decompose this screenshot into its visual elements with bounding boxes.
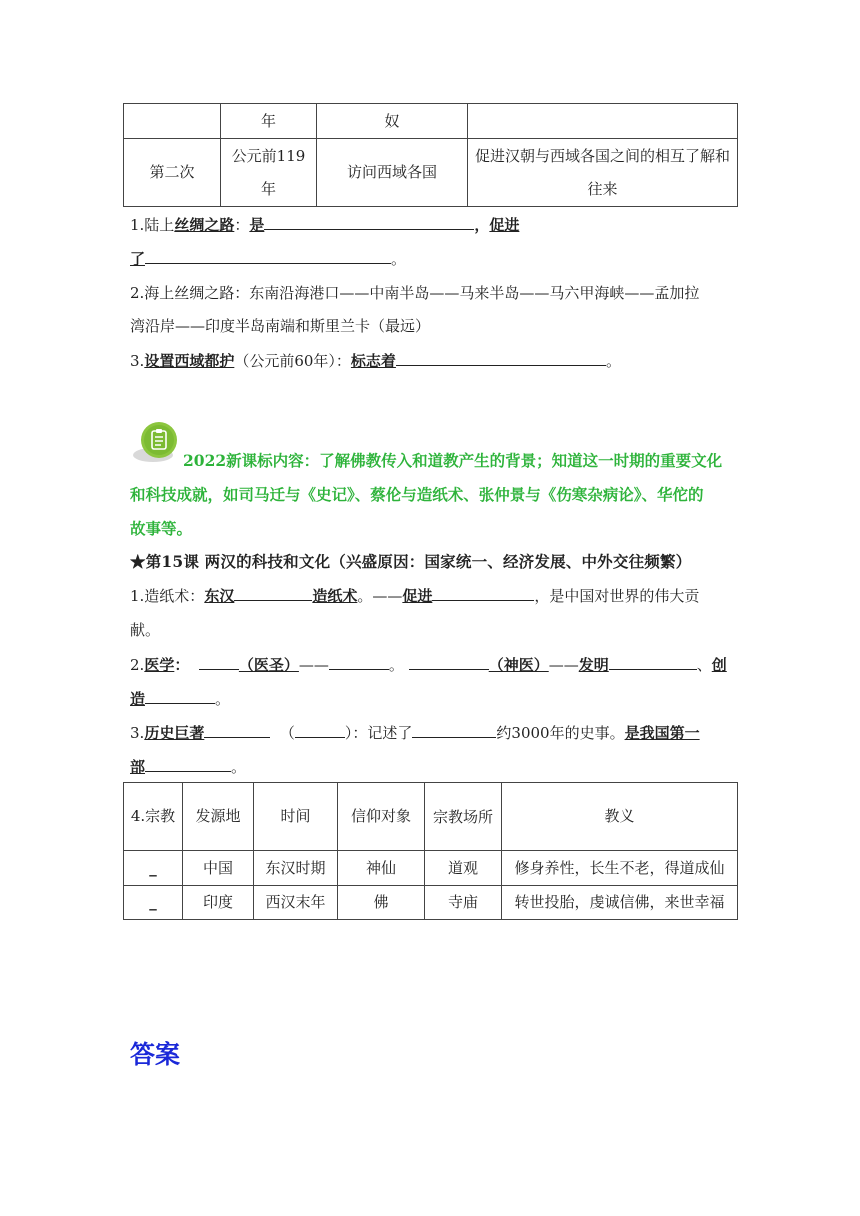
text: 。 [231, 758, 247, 776]
table-cell [124, 104, 221, 139]
term: 部 [130, 758, 146, 776]
table-cell: 第二次 [124, 139, 221, 207]
sea-silk-road-line: 2.海上丝绸之路：东南沿海港口——中南半岛——马来半岛——马六甲海峡——孟加拉 [130, 284, 700, 302]
text: 2. [130, 656, 145, 674]
papermaking-line-2: 献。 [130, 621, 161, 639]
clipboard-icon [131, 420, 179, 464]
table-row [124, 851, 738, 886]
answer-blank [295, 721, 345, 738]
standard-line-2: 和科技成就，如司马迁与《史记》、蔡伦与造纸术、张仲景与《伤寒杂病论》、华佗的 [130, 485, 704, 504]
table-cell: 道观 [425, 851, 502, 886]
answer-blank [396, 349, 606, 366]
term: （神医） [488, 656, 549, 674]
table-cell: 印度 [183, 886, 254, 920]
table-header: 教义 [502, 783, 738, 851]
term: 促进 [402, 587, 433, 605]
table-cell: 寺庙 [425, 886, 502, 920]
text: ： [234, 216, 250, 234]
sea-silk-road-line-2: 湾沿岸——印度半岛南端和斯里兰卡（最远） [130, 317, 431, 335]
western-regions-line [130, 349, 621, 373]
text: 。 [388, 656, 404, 674]
table-cell: 奴 [317, 104, 468, 139]
top-table [123, 103, 738, 207]
text: 。 [391, 250, 407, 268]
table-cell [468, 104, 738, 139]
term: 创 [711, 656, 727, 674]
text: 约3000年的史事。 [496, 724, 625, 742]
term: 东汉 [204, 587, 235, 605]
land-silk-road-line [130, 213, 519, 237]
term: 历史巨著 [144, 724, 205, 742]
text: ： [174, 656, 190, 674]
text: ）：记述了 [344, 724, 413, 742]
table-header: 4.宗教 [124, 783, 183, 851]
standard-line-3: 故事等。 [130, 519, 193, 538]
table-cell: 神仙 [338, 851, 425, 886]
answer-blank [432, 584, 534, 601]
text: 1.造纸术： [130, 587, 205, 605]
term: 是 [249, 216, 265, 234]
table-cell: _ [124, 851, 183, 886]
answer-blank [234, 584, 312, 601]
table-cell: 促进汉朝与西域各国之间的相互了解和往来 [468, 139, 738, 207]
land-silk-road-line-2 [130, 247, 406, 271]
answer-blank [409, 653, 489, 670]
answer-blank [204, 721, 270, 738]
table-header: 时间 [254, 783, 338, 851]
table-cell: 公元前119年 [221, 139, 317, 207]
standard-line-1: 2022新课标内容：了解佛教传入和道教产生的背景；知道这一时期的重要文化 [183, 451, 723, 470]
answer-blank [145, 687, 215, 704]
term: 促进 [489, 216, 520, 234]
text: （ [279, 724, 295, 742]
text: （公元前60年）： [234, 352, 351, 370]
table-header: 发源地 [183, 783, 254, 851]
lesson-heading: ★第15课 两汉的科技和文化（兴盛原因：国家统一、经济发展、中外交往频繁） [130, 552, 692, 571]
term: （医圣） [238, 656, 299, 674]
text: 、 [696, 656, 712, 674]
answer-blank [329, 653, 389, 670]
medicine-line [130, 653, 727, 677]
answer-blank [145, 247, 391, 264]
text: 1.陆上 [130, 216, 175, 234]
term: 造纸术 [312, 587, 358, 605]
table-cell: 修身养性，长生不老，得道成仙 [502, 851, 738, 886]
answer-blank [609, 653, 697, 670]
religion-table [123, 782, 738, 920]
term: 是我国第一 [624, 724, 700, 742]
text: —— [298, 656, 329, 674]
term: 丝绸之路 [174, 216, 235, 234]
text: ，是中国对世界的伟大贡 [534, 587, 700, 605]
table-header: 信仰对象 [338, 783, 425, 851]
term: 医学 [144, 656, 175, 674]
text: 。 [215, 690, 231, 708]
table-cell: 佛 [338, 886, 425, 920]
term: 标志着 [350, 352, 396, 370]
term: 设置西域都护 [144, 352, 235, 370]
medicine-line-2 [130, 687, 230, 711]
papermaking-line [130, 584, 699, 608]
table-row [124, 886, 738, 920]
term: 发明 [578, 656, 609, 674]
table-cell: 年 [221, 104, 317, 139]
answer-blank [199, 653, 239, 670]
answer-blank [264, 213, 474, 230]
text: ， [474, 216, 490, 234]
text: 3. [130, 724, 145, 742]
table-cell: 西汉末年 [254, 886, 338, 920]
text: 。—— [357, 587, 403, 605]
term: 了 [130, 250, 146, 268]
table-cell: 中国 [183, 851, 254, 886]
text: 3. [130, 352, 145, 370]
table-cell: 东汉时期 [254, 851, 338, 886]
text: —— [548, 656, 579, 674]
history-line-2 [130, 755, 246, 779]
answer-blank [145, 755, 231, 772]
term: 造 [130, 690, 146, 708]
table-header: 宗教场所 [425, 783, 502, 851]
table-cell: 访问西域各国 [317, 139, 468, 207]
history-line [130, 721, 700, 745]
table-cell: 转世投胎，虔诚信佛，来世幸福 [502, 886, 738, 920]
answer-title: 答案 [130, 1040, 181, 1069]
answer-blank [412, 721, 496, 738]
text: 。 [605, 352, 621, 370]
table-cell: _ [124, 886, 183, 920]
